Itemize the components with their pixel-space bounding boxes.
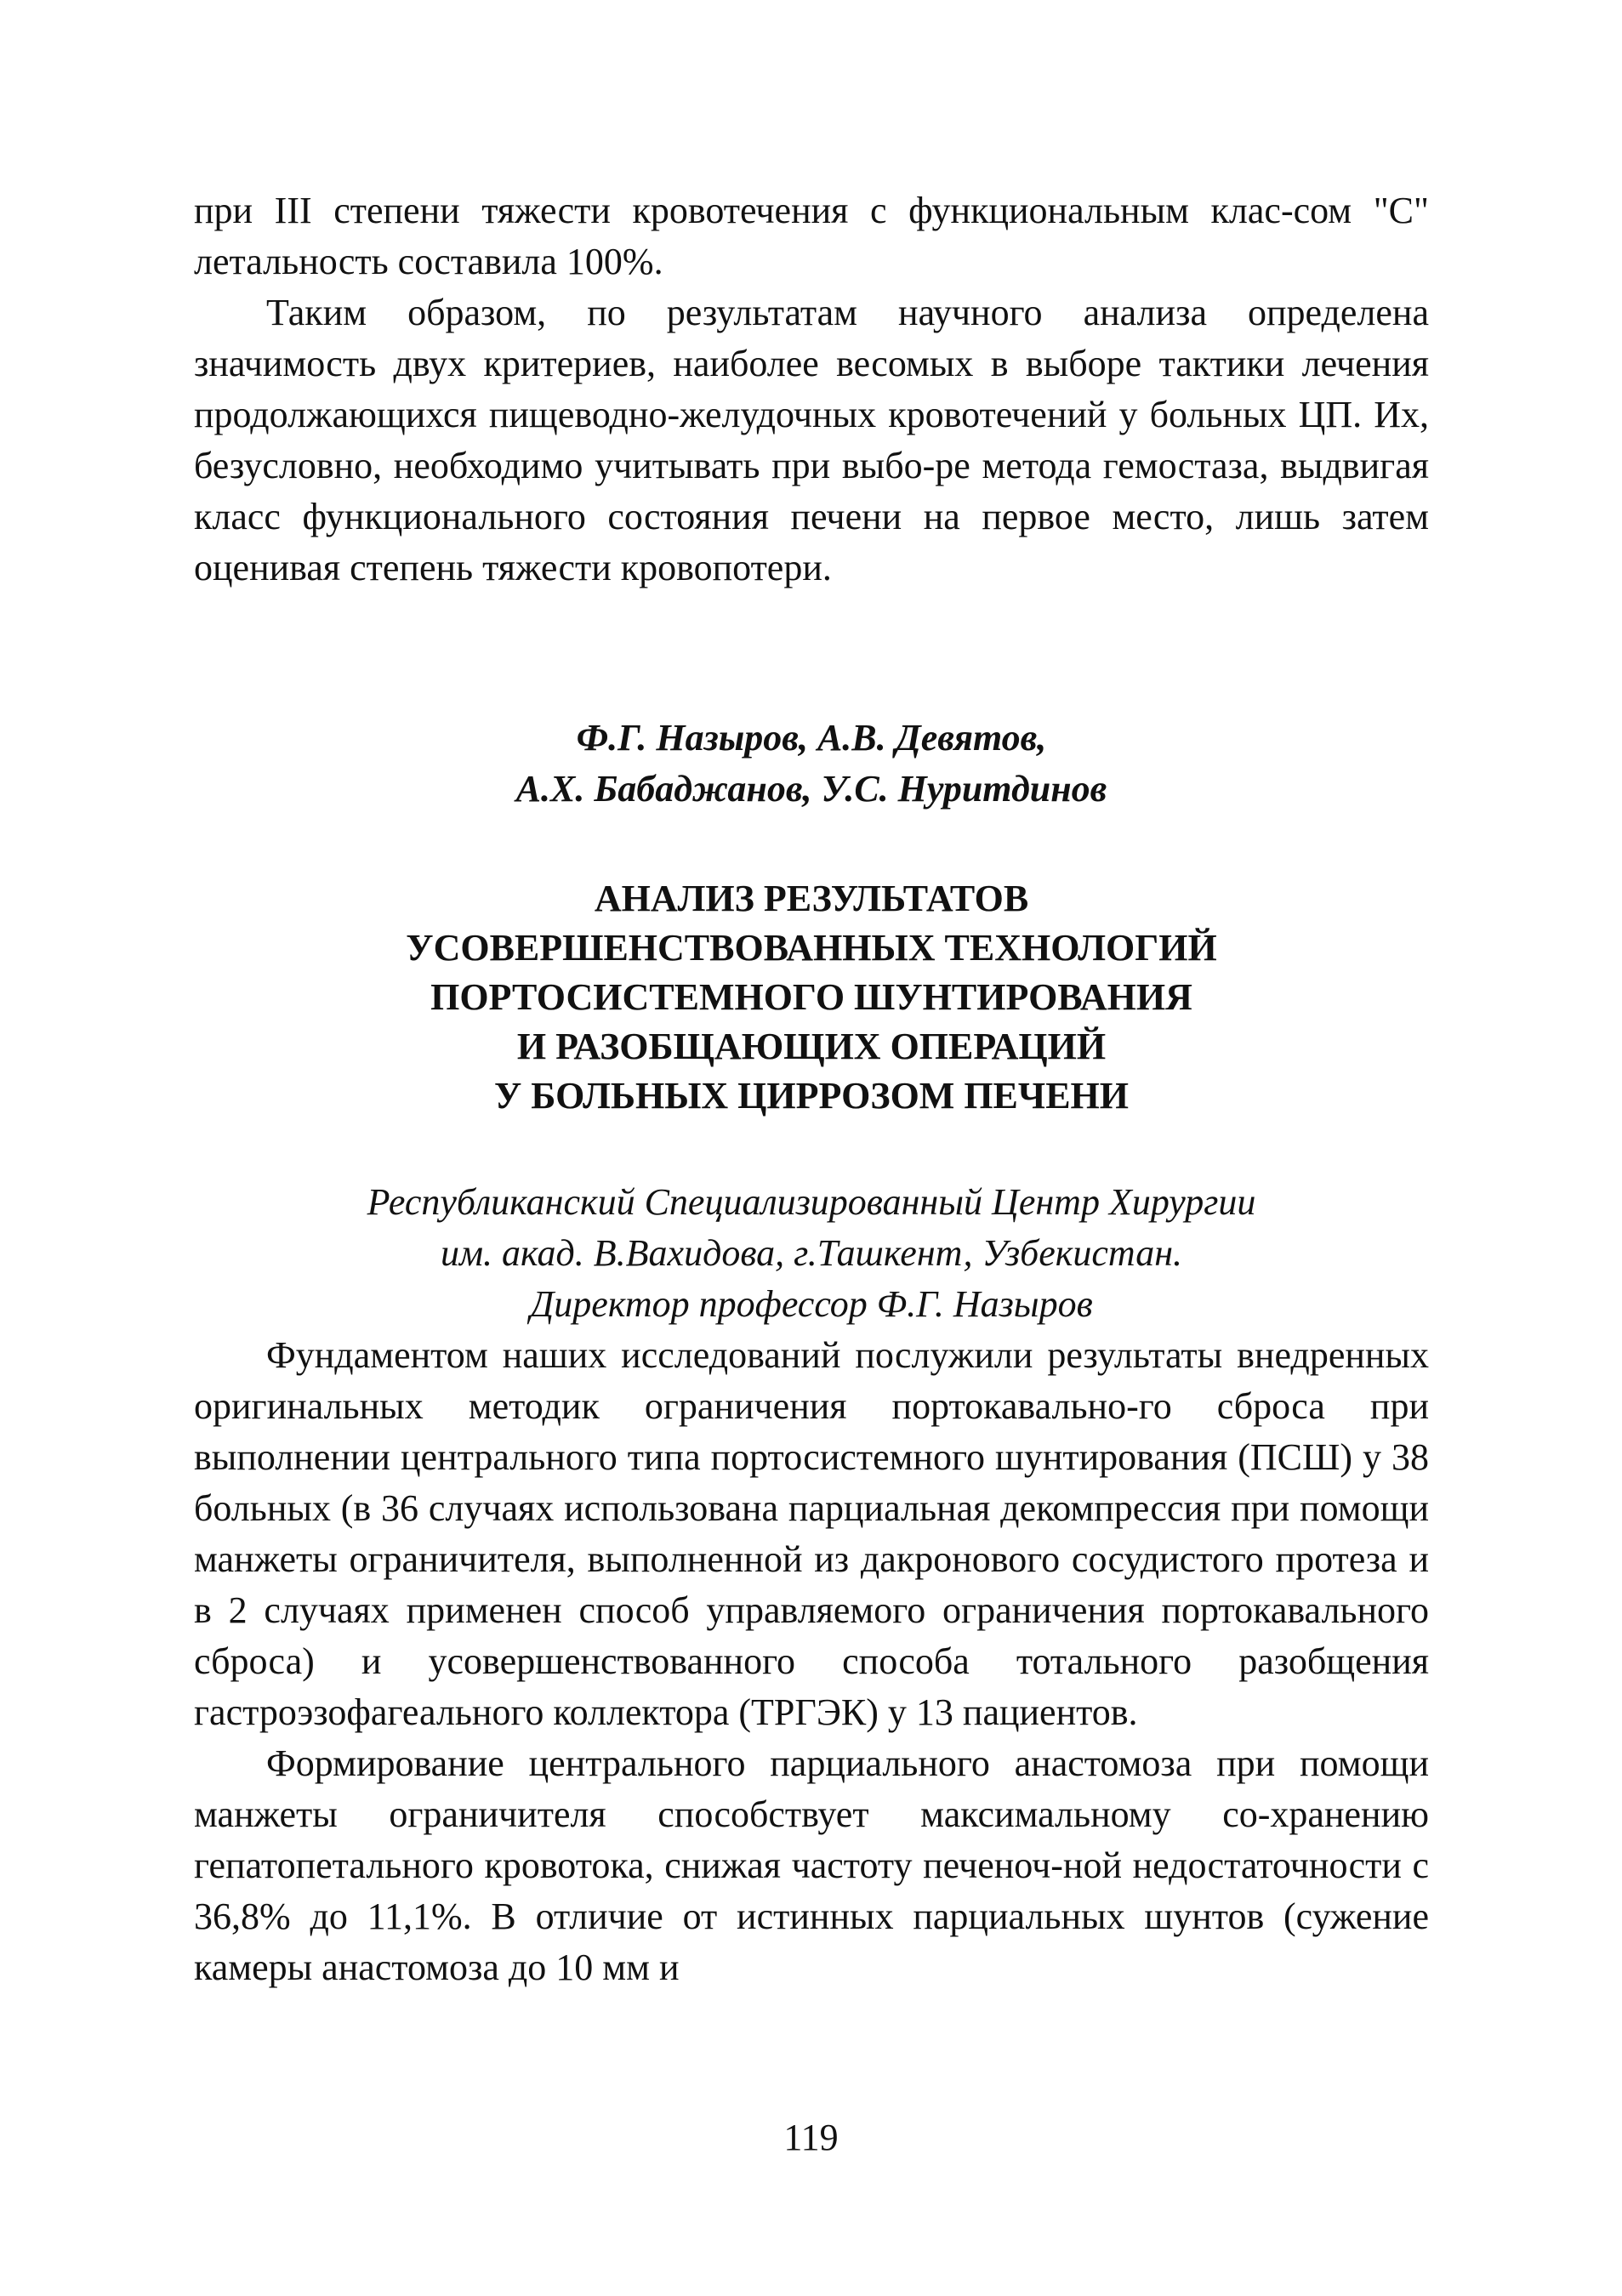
continued-paragraph: при III степени тяжести кровотечения с функциональным клас-сом "С" летальность составила 100%.: [194, 190, 1429, 282]
authors-line: А.Х. Бабаджанов, У.С. Нуритдинов: [515, 768, 1107, 810]
affiliation-line: Директор профессор Ф.Г. Назыров: [530, 1283, 1093, 1325]
authors-line: Ф.Г. Назыров, А.В. Девятов,: [576, 717, 1047, 759]
affiliation-line: Республиканский Специализированный Центр Хирургии: [367, 1181, 1256, 1223]
title-line: У БОЛЬНЫХ ЦИРРОЗОМ ПЕЧЕНИ: [493, 1075, 1129, 1117]
page-number: 119: [783, 2117, 839, 2158]
conclusion-paragraph: Таким образом, по результатам научного анализа определена значимость двух критериев, наиболее весомых в выборе тактики лечения продолжающихся пищеводно-желудочных кровотечений у больных ЦП. Их, безусловно, необходимо учитывать при выбо-ре метода гемостаза, выдвигая класс функционального состояния печени на первое место, лишь затем оценивая степень тяжести кровопотери.: [194, 292, 1429, 588]
text-column: [194, 185, 1429, 1993]
article-paragraph: Формирование центрального парциального анастомоза при помощи манжеты ограничителя способствует максимальному со-хранению гепатопетального кровотока, снижая частоту печеноч-ной недостаточности с 36,8% до 11,1%. В отличие от истинных парциальных шунтов (сужение камеры анастомоза до 10 мм и: [194, 1742, 1429, 1988]
article-title: [194, 874, 1429, 1121]
title-line: АНАЛИЗ РЕЗУЛЬТАТОВ: [594, 878, 1029, 919]
title-line: УСОВЕРШЕНСТВОВАННЫХ ТЕХНОЛОГИЙ: [406, 927, 1217, 969]
title-line: ПОРТОСИСТЕМНОГО ШУНТИРОВАНИЯ: [430, 976, 1192, 1018]
article-authors: [194, 713, 1429, 815]
article-affiliation: [194, 1177, 1429, 1330]
article-paragraph: Фундаментом наших исследований послужили результаты внедренных оригинальных методик ограничения портокавально-го сброса при выполнении центрального типа портосистемного шунтирования (ПСШ) у 38 больных (в 36 случаях использована парциальная декомпрессия при помощи манжеты ограничителя, выполненной из дакронового сосудистого протеза и в 2 случаях применен способ управляемого ограничения портокавального сброса) и усовершенствованного способа тотального разобщения гастроэзофагеального коллектора (ТРГЭК) у 13 пациентов.: [194, 1334, 1429, 1733]
title-line: И РАЗОБЩАЮЩИХ ОПЕРАЦИЙ: [516, 1026, 1107, 1067]
affiliation-line: им. акад. В.Вахидова, г.Ташкент, Узбекистан.: [440, 1232, 1183, 1274]
